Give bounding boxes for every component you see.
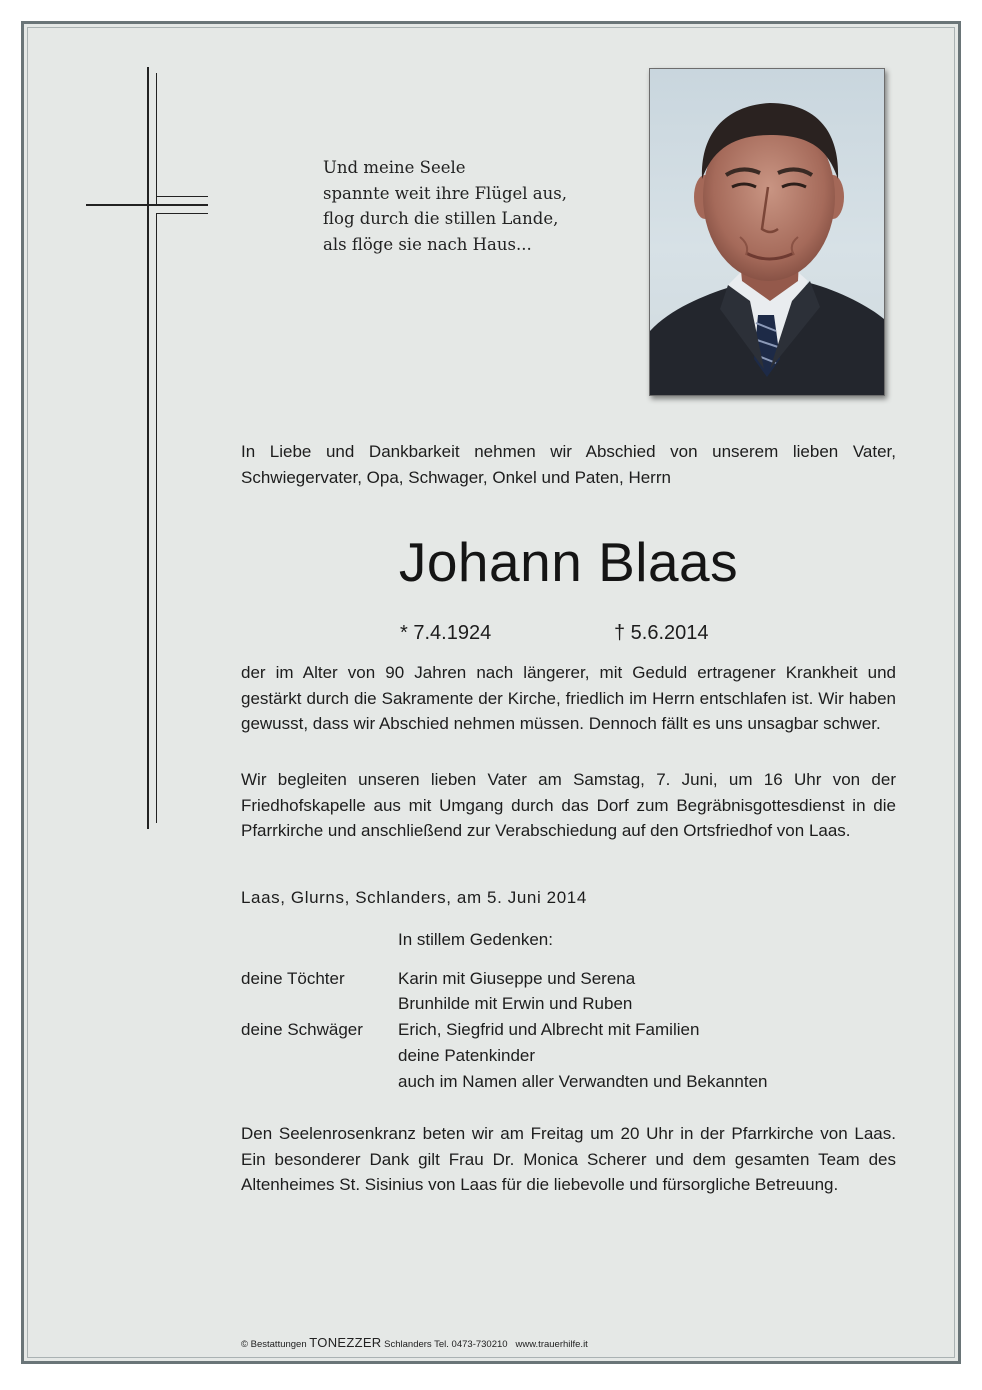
mourner-value: auch im Namen aller Verwandten und Bekannten bbox=[398, 1072, 768, 1091]
cross-horizontal-inner-top bbox=[156, 196, 208, 197]
poem bbox=[323, 155, 567, 257]
footer-prefix: © Bestattungen bbox=[241, 1339, 307, 1350]
death-date: † 5.6.2014 bbox=[614, 622, 709, 644]
footer-website[interactable]: www.trauerhilfe.it bbox=[515, 1339, 588, 1350]
poem-line: Und meine Seele bbox=[323, 158, 466, 177]
cross-vertical-inner-bottom bbox=[156, 213, 157, 823]
footer-contact: Schlanders Tel. 0473-730210 bbox=[384, 1339, 508, 1350]
portrait-photo bbox=[649, 68, 885, 396]
cross-horizontal-inner-bottom bbox=[156, 213, 208, 214]
portrait-illustration bbox=[650, 69, 884, 395]
mourner-label: deine Töchter bbox=[241, 969, 345, 988]
closing-text: Den Seelenrosenkranz beten wir am Freitag um 20 Uhr in der Pfarrkirche von Laas. Ein besonderer Dank gilt Frau Dr. Monica Scherer und dem gesamten Team des Altenheimes St. Sisinius von Laas für die liebevolle und fürsorgliche Betreuung. bbox=[241, 1124, 896, 1194]
paragraph-passing: der im Alter von 90 Jahren nach längerer, mit Geduld ertragener Krankheit und gestärkt durch die Sakramente der Kirche, friedlich im Herrn entschlafen ist. Wir haben gewusst, dass wir Abschied nehmen müssen. Dennoch fällt es uns unsagbar schwer. bbox=[241, 663, 896, 733]
mourner-value: Erich, Siegfrid und Albrecht mit Familien bbox=[398, 1020, 700, 1039]
mourner-label: deine Schwäger bbox=[241, 1020, 363, 1039]
footer-brand: TONEZZER bbox=[309, 1335, 382, 1350]
mourner-value: deine Patenkinder bbox=[398, 1046, 536, 1065]
deceased-name: Johann Blaas bbox=[398, 531, 739, 593]
intro-text: In Liebe und Dankbarkeit nehmen wir Abschied von unserem lieben Vater, Schwiegervater, Opa, Schwager, Onkel und Paten, Herrn bbox=[241, 442, 896, 487]
poem-line: als flöge sie nach Haus... bbox=[323, 234, 532, 254]
cross-vertical-main bbox=[147, 67, 149, 829]
place-date: Laas, Glurns, Schlanders, am 5. Juni 2014 bbox=[241, 888, 587, 907]
mourner-value: Karin mit Giuseppe und Serena bbox=[398, 969, 636, 988]
cross-vertical-inner-top bbox=[156, 73, 157, 205]
cross-horizontal-main bbox=[86, 204, 208, 206]
footer-credit bbox=[241, 1335, 588, 1350]
birth-date: * 7.4.1924 bbox=[400, 622, 492, 644]
in-memory-heading: In stillem Gedenken: bbox=[398, 930, 553, 949]
poem-line: spannte weit ihre Flügel aus, bbox=[323, 183, 567, 203]
mourner-value: Brunhilde mit Erwin und Ruben bbox=[398, 994, 633, 1013]
poem-line: flog durch die stillen Lande, bbox=[323, 209, 559, 228]
paragraph-funeral: Wir begleiten unseren lieben Vater am Samstag, 7. Juni, um 16 Uhr von der Friedhofskapelle aus mit Umgang durch das Dorf zum Begräbnisgottesdienst in die Pfarrkirche und anschließend zur Verabschiedung auf den Ortsfriedhof von Laas. bbox=[241, 770, 896, 840]
